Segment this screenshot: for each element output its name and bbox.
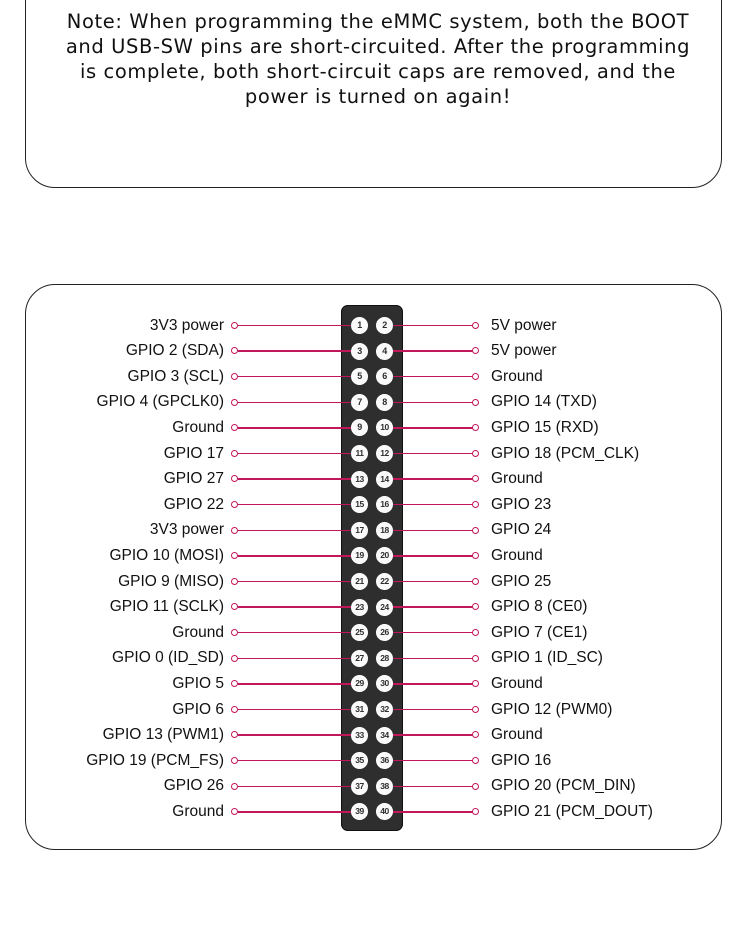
pin-14-label: Ground [491,470,543,488]
pin-24: 24 [376,599,393,616]
wire-left [238,350,351,351]
wire-endpoint-right [472,655,479,662]
pin-29: 29 [351,675,368,692]
pin-38-label: GPIO 20 (PCM_DIN) [491,777,636,795]
pin-39: 39 [351,803,368,820]
pin-30-label: Ground [491,674,543,692]
pin-2: 2 [376,317,393,334]
wire-left [238,683,351,684]
wire-right [392,658,474,659]
wire-left [238,478,351,479]
pin-28: 28 [376,650,393,667]
wire-left [238,786,351,787]
pin-7-label: GPIO 4 (GPCLK0) [96,393,224,411]
wire-endpoint-left [231,629,238,636]
pin-31: 31 [351,701,368,718]
wire-left [238,760,351,761]
pin-38: 38 [376,778,393,795]
wire-right [392,683,474,684]
wire-right [392,606,474,607]
pin-33-label: GPIO 13 (PWM1) [102,726,224,744]
pin-17-label: 3V3 power [149,521,224,539]
pin-32-label: GPIO 12 (PWM0) [491,700,613,718]
pin-8: 8 [376,394,393,411]
pin-11-label: GPIO 17 [163,444,224,462]
wire-endpoint-right [472,450,479,457]
note-line-4: power is turned on again! [244,85,512,108]
pin-32: 32 [376,701,393,718]
pin-4-label: 5V power [491,342,557,360]
wire-endpoint-right [472,322,479,329]
pin-25-label: Ground [172,623,224,641]
wire-left [238,658,351,659]
wire-endpoint-left [231,527,238,534]
wire-right [392,427,474,428]
wire-left [238,530,351,531]
wire-left [238,811,351,812]
wire-left [238,376,351,377]
wire-left [238,453,351,454]
wire-right [392,734,474,735]
pin-8-label: GPIO 14 (TXD) [491,393,597,411]
pin-3-label: GPIO 2 (SDA) [125,342,224,360]
pin-24-label: GPIO 8 (CE0) [491,598,588,616]
wire-left [238,709,351,710]
pin-37: 37 [351,778,368,795]
wire-endpoint-left [231,501,238,508]
note-line-3: is complete, both short-circuit caps are removed, and the [79,60,677,83]
wire-left [238,581,351,582]
pin-6-label: Ground [491,367,543,385]
pin-12: 12 [376,445,393,462]
wire-right [392,555,474,556]
pin-10: 10 [376,419,393,436]
wire-right [392,581,474,582]
wire-endpoint-left [231,373,238,380]
pin-34: 34 [376,727,393,744]
wire-left [238,632,351,633]
pin-26: 26 [376,624,393,641]
pin-18-label: GPIO 24 [491,521,552,539]
wire-endpoint-left [231,706,238,713]
pin-15-label: GPIO 22 [163,495,224,513]
wire-endpoint-left [231,578,238,585]
pin-36: 36 [376,752,393,769]
wire-endpoint-right [472,527,479,534]
pin-14: 14 [376,471,393,488]
pin-19-label: GPIO 10 (MOSI) [109,546,224,564]
wire-right [392,325,474,326]
pin-9: 9 [351,419,368,436]
pin-23: 23 [351,599,368,616]
wire-right [392,709,474,710]
pin-22: 22 [376,573,393,590]
pin-23-label: GPIO 11 (SCLK) [109,598,224,616]
wire-left [238,606,351,607]
pin-5: 5 [351,368,368,385]
pin-13-label: GPIO 27 [163,470,224,488]
wire-left [238,555,351,556]
wire-right [392,402,474,403]
wire-endpoint-right [472,501,479,508]
pin-2-label: 5V power [491,316,557,334]
wire-right [392,453,474,454]
wire-endpoint-right [472,757,479,764]
wire-left [238,402,351,403]
wire-endpoint-left [231,783,238,790]
note-line-2: and USB-SW pins are short-circuited. After the programming [65,35,691,58]
pin-37-label: GPIO 26 [163,777,224,795]
wire-left [238,325,351,326]
pin-31-label: GPIO 6 [172,700,224,718]
wire-right [392,350,474,351]
pin-34-label: Ground [491,726,543,744]
wire-right [392,530,474,531]
wire-right [392,376,474,377]
gpio-header-connector [341,305,403,831]
pin-21: 21 [351,573,368,590]
pin-19: 19 [351,547,368,564]
pin-29-label: GPIO 5 [172,674,224,692]
pin-3: 3 [351,343,368,360]
pin-17: 17 [351,522,368,539]
wire-endpoint-left [231,655,238,662]
pin-10-label: GPIO 15 (RXD) [491,418,599,436]
pin-20-label: Ground [491,546,543,564]
pin-16-label: GPIO 23 [491,495,552,513]
pin-16: 16 [376,496,393,513]
wire-endpoint-right [472,578,479,585]
wire-endpoint-right [472,373,479,380]
wire-right [392,786,474,787]
pin-28-label: GPIO 1 (ID_SC) [491,649,603,667]
pin-15: 15 [351,496,368,513]
pin-13: 13 [351,471,368,488]
pin-11: 11 [351,445,368,462]
wire-left [238,734,351,735]
wire-endpoint-right [472,629,479,636]
wire-endpoint-left [231,450,238,457]
pin-40: 40 [376,803,393,820]
wire-endpoint-right [472,783,479,790]
pin-1-label: 3V3 power [149,316,224,334]
pin-18: 18 [376,522,393,539]
pin-26-label: GPIO 7 (CE1) [491,623,588,641]
pin-27-label: GPIO 0 (ID_SD) [112,649,224,667]
pin-20: 20 [376,547,393,564]
pin-35-label: GPIO 19 (PCM_FS) [86,751,224,769]
pin-9-label: Ground [172,418,224,436]
pin-35: 35 [351,752,368,769]
wire-endpoint-left [231,322,238,329]
pin-1: 1 [351,317,368,334]
wire-left [238,427,351,428]
pin-40-label: GPIO 21 (PCM_DOUT) [491,802,653,820]
wire-endpoint-left [231,757,238,764]
pin-12-label: GPIO 18 (PCM_CLK) [491,444,640,462]
pin-22-label: GPIO 25 [491,572,552,590]
pin-25: 25 [351,624,368,641]
pin-6: 6 [376,368,393,385]
programming-note [40,9,716,109]
pin-5-label: GPIO 3 (SCL) [127,367,224,385]
wire-endpoint-left [231,399,238,406]
pin-21-label: GPIO 9 (MISO) [118,572,224,590]
wire-left [238,504,351,505]
wire-right [392,504,474,505]
wire-right [392,478,474,479]
note-line-1: Note: When programming the eMMC system, both the BOOT [66,10,690,33]
pin-30: 30 [376,675,393,692]
pin-27: 27 [351,650,368,667]
pin-39-label: Ground [172,802,224,820]
wire-right [392,760,474,761]
pin-7: 7 [351,394,368,411]
pin-36-label: GPIO 16 [491,751,552,769]
wire-right [392,811,474,812]
wire-endpoint-right [472,399,479,406]
pin-33: 33 [351,727,368,744]
wire-endpoint-right [472,706,479,713]
wire-right [392,632,474,633]
pin-4: 4 [376,343,393,360]
